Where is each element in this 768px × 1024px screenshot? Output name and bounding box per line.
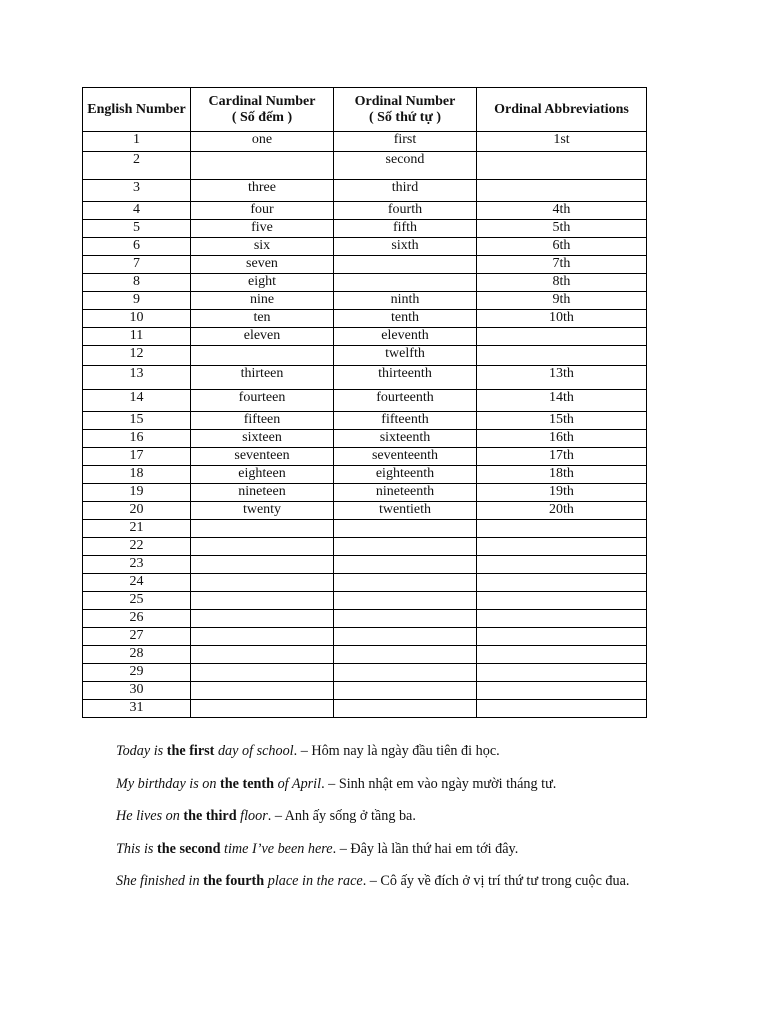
cell-cardinal-number: eight: [191, 274, 334, 292]
cell-ordinal-number: third: [334, 180, 477, 202]
table-row: [83, 366, 647, 390]
cell-ordinal-abbreviation: [477, 538, 647, 556]
table-row: [83, 520, 647, 538]
cell-ordinal-abbreviation: [477, 180, 647, 202]
cell-ordinal-abbreviation: [477, 700, 647, 718]
header-english-number-label: English Number: [87, 101, 186, 117]
cell-cardinal-number: [191, 628, 334, 646]
header-ordinal-abbreviations-label: Ordinal Abbreviations: [494, 101, 629, 117]
cell-ordinal-abbreviation: 1st: [477, 132, 647, 152]
header-ordinal-number: [334, 88, 477, 132]
table-row: [83, 390, 647, 412]
cell-ordinal-number: second: [334, 152, 477, 180]
cell-ordinal-number: nineteenth: [334, 484, 477, 502]
cell-english-number: 10: [83, 310, 191, 328]
cell-ordinal-abbreviation: [477, 328, 647, 346]
cell-english-number: 18: [83, 466, 191, 484]
cell-cardinal-number: one: [191, 132, 334, 152]
table-row: [83, 132, 647, 152]
table-row: [83, 682, 647, 700]
cell-ordinal-abbreviation: 17th: [477, 448, 647, 466]
cell-cardinal-number: eighteen: [191, 466, 334, 484]
cell-ordinal-abbreviation: [477, 646, 647, 664]
example-sentence: [116, 872, 736, 890]
cell-cardinal-number: [191, 574, 334, 592]
english-text: of April: [274, 775, 322, 792]
table-row: [83, 202, 647, 220]
table-row: [83, 310, 647, 328]
cell-cardinal-number: three: [191, 180, 334, 202]
cell-ordinal-number: fourteenth: [334, 390, 477, 412]
cell-ordinal-number: seventeenth: [334, 448, 477, 466]
cell-english-number: 27: [83, 628, 191, 646]
english-text: floor: [236, 808, 268, 824]
table-row: [83, 180, 647, 202]
table-row: [83, 220, 647, 238]
table-row: [83, 256, 647, 274]
header-ordinal-number-translation: ( Số thứ tự ): [368, 109, 442, 125]
cell-cardinal-number: sixteen: [191, 430, 334, 448]
cell-ordinal-number: fifth: [334, 220, 477, 238]
header-cardinal-number-label: Cardinal Number: [208, 93, 316, 109]
cell-cardinal-number: [191, 556, 334, 574]
cell-cardinal-number: nineteen: [191, 484, 334, 502]
cell-english-number: 12: [83, 346, 191, 366]
cell-english-number: 11: [83, 328, 191, 346]
cell-ordinal-number: twentieth: [334, 502, 477, 520]
cell-cardinal-number: ten: [191, 310, 334, 328]
table-row: [83, 448, 647, 466]
cell-english-number: 3: [83, 180, 191, 202]
cell-ordinal-abbreviation: [477, 520, 647, 538]
cell-english-number: 17: [83, 448, 191, 466]
cell-cardinal-number: thirteen: [191, 366, 334, 390]
cell-english-number: 22: [83, 538, 191, 556]
cell-ordinal-abbreviation: 5th: [477, 220, 647, 238]
cell-ordinal-abbreviation: 18th: [477, 466, 647, 484]
cell-english-number: 5: [83, 220, 191, 238]
cell-ordinal-number: eighteenth: [334, 466, 477, 484]
english-text: She finished in: [116, 873, 204, 889]
table-row: [83, 700, 647, 718]
cell-ordinal-number: [334, 700, 477, 718]
cell-ordinal-number: sixteenth: [334, 430, 477, 448]
english-text: My birthday is on: [116, 775, 221, 792]
ordinal-phrase: the third: [183, 808, 237, 824]
table-row: [83, 274, 647, 292]
cell-ordinal-number: [334, 592, 477, 610]
ordinal-phrase: the tenth: [220, 775, 275, 792]
cell-english-number: 30: [83, 682, 191, 700]
cell-cardinal-number: [191, 152, 334, 180]
cell-ordinal-number: [334, 520, 477, 538]
cell-cardinal-number: [191, 682, 334, 700]
header-cardinal-number-translation: ( Số đếm ): [231, 109, 293, 125]
cell-english-number: 19: [83, 484, 191, 502]
header-ordinal-number-label: Ordinal Number: [354, 93, 456, 109]
table-row: [83, 610, 647, 628]
vietnamese-translation: . – Anh ấy sống ở tầng ba.: [267, 808, 416, 824]
cell-cardinal-number: twenty: [191, 502, 334, 520]
english-text: Today is: [116, 743, 167, 759]
cell-ordinal-number: eleventh: [334, 328, 477, 346]
table-row: [83, 574, 647, 592]
cell-ordinal-abbreviation: [477, 346, 647, 366]
cell-english-number: 21: [83, 520, 191, 538]
cell-english-number: 1: [83, 132, 191, 152]
cell-ordinal-number: [334, 628, 477, 646]
example-sentence: [116, 742, 736, 760]
example-sentence: [116, 840, 736, 858]
vietnamese-translation: . – Hôm nay là ngày đầu tiên đi học.: [293, 743, 500, 759]
table-row: [83, 664, 647, 682]
ordinal-phrase: the second: [157, 840, 221, 857]
header-ordinal-abbreviations: [477, 88, 647, 132]
cell-english-number: 9: [83, 292, 191, 310]
cell-ordinal-abbreviation: [477, 682, 647, 700]
cell-english-number: 20: [83, 502, 191, 520]
table-header: [83, 88, 647, 132]
table-row: [83, 556, 647, 574]
cell-english-number: 28: [83, 646, 191, 664]
cell-ordinal-abbreviation: 4th: [477, 202, 647, 220]
cell-english-number: 24: [83, 574, 191, 592]
vietnamese-translation: . – Cô ấy về đích ở vị trí thứ tư trong cuộc đua.: [362, 873, 630, 889]
cell-ordinal-number: [334, 256, 477, 274]
cell-english-number: 25: [83, 592, 191, 610]
ordinal-phrase: the fourth: [203, 873, 265, 889]
cell-english-number: 16: [83, 430, 191, 448]
cell-ordinal-number: fourth: [334, 202, 477, 220]
cell-cardinal-number: [191, 700, 334, 718]
cell-ordinal-abbreviation: [477, 628, 647, 646]
cell-ordinal-number: [334, 682, 477, 700]
cell-english-number: 4: [83, 202, 191, 220]
example-sentences: [116, 742, 736, 905]
cell-cardinal-number: [191, 610, 334, 628]
cell-english-number: 2: [83, 152, 191, 180]
example-sentence: [116, 775, 736, 793]
cell-cardinal-number: four: [191, 202, 334, 220]
cell-english-number: 15: [83, 412, 191, 430]
table-row: [83, 502, 647, 520]
cell-cardinal-number: eleven: [191, 328, 334, 346]
cell-cardinal-number: fifteen: [191, 412, 334, 430]
cell-cardinal-number: seventeen: [191, 448, 334, 466]
header-cardinal-number: [191, 88, 334, 132]
cell-ordinal-abbreviation: [477, 610, 647, 628]
english-text: day of school: [214, 743, 294, 759]
cell-ordinal-number: first: [334, 132, 477, 152]
cell-cardinal-number: [191, 538, 334, 556]
table-row: [83, 238, 647, 256]
cell-english-number: 7: [83, 256, 191, 274]
cell-ordinal-number: [334, 574, 477, 592]
cell-cardinal-number: [191, 346, 334, 366]
english-text: place in the race: [264, 873, 363, 889]
cell-ordinal-abbreviation: 15th: [477, 412, 647, 430]
cell-english-number: 29: [83, 664, 191, 682]
cell-ordinal-abbreviation: 9th: [477, 292, 647, 310]
cell-cardinal-number: five: [191, 220, 334, 238]
cell-ordinal-number: [334, 646, 477, 664]
cell-ordinal-abbreviation: 6th: [477, 238, 647, 256]
table-body: [83, 132, 647, 718]
numbers-table: [82, 87, 647, 718]
cell-english-number: 14: [83, 390, 191, 412]
cell-cardinal-number: [191, 520, 334, 538]
table-row: [83, 466, 647, 484]
english-text: This is: [116, 840, 158, 857]
cell-english-number: 8: [83, 274, 191, 292]
cell-ordinal-number: thirteenth: [334, 366, 477, 390]
cell-cardinal-number: seven: [191, 256, 334, 274]
cell-ordinal-abbreviation: 10th: [477, 310, 647, 328]
cell-english-number: 6: [83, 238, 191, 256]
table-row: [83, 538, 647, 556]
cell-cardinal-number: fourteen: [191, 390, 334, 412]
cell-ordinal-abbreviation: 16th: [477, 430, 647, 448]
cell-ordinal-number: [334, 664, 477, 682]
cell-ordinal-abbreviation: 8th: [477, 274, 647, 292]
cell-english-number: 26: [83, 610, 191, 628]
table-row: [83, 412, 647, 430]
table-row: [83, 628, 647, 646]
table-row: [83, 430, 647, 448]
cell-ordinal-abbreviation: 13th: [477, 366, 647, 390]
vietnamese-translation: . – Sinh nhật em vào ngày mười tháng tư.: [321, 775, 557, 792]
cell-ordinal-number: [334, 610, 477, 628]
english-text: time I’ve been here: [220, 840, 333, 857]
cell-cardinal-number: six: [191, 238, 334, 256]
cell-english-number: 31: [83, 700, 191, 718]
cell-ordinal-number: [334, 556, 477, 574]
vietnamese-translation: . – Đây là lần thứ hai em tới đây.: [332, 840, 519, 857]
cell-ordinal-number: [334, 538, 477, 556]
cell-ordinal-abbreviation: [477, 574, 647, 592]
table-row: [83, 484, 647, 502]
cell-ordinal-number: tenth: [334, 310, 477, 328]
cell-ordinal-number: twelfth: [334, 346, 477, 366]
cell-ordinal-number: [334, 274, 477, 292]
example-sentence: [116, 807, 736, 825]
cell-cardinal-number: [191, 592, 334, 610]
cell-cardinal-number: [191, 646, 334, 664]
table-row: [83, 346, 647, 366]
cell-english-number: 23: [83, 556, 191, 574]
header-row: [83, 88, 647, 132]
cell-ordinal-abbreviation: 14th: [477, 390, 647, 412]
ordinal-phrase: the first: [166, 743, 215, 759]
cell-ordinal-abbreviation: [477, 664, 647, 682]
header-english-number: [83, 88, 191, 132]
cell-ordinal-abbreviation: [477, 592, 647, 610]
table-row: [83, 292, 647, 310]
cell-ordinal-number: sixth: [334, 238, 477, 256]
table-row: [83, 152, 647, 180]
cell-ordinal-number: ninth: [334, 292, 477, 310]
table-row: [83, 646, 647, 664]
english-text: He lives on: [116, 808, 184, 824]
cell-cardinal-number: nine: [191, 292, 334, 310]
cell-english-number: 13: [83, 366, 191, 390]
cell-ordinal-abbreviation: 7th: [477, 256, 647, 274]
table-row: [83, 328, 647, 346]
cell-ordinal-abbreviation: [477, 556, 647, 574]
cell-ordinal-abbreviation: 19th: [477, 484, 647, 502]
cell-cardinal-number: [191, 664, 334, 682]
table-row: [83, 592, 647, 610]
cell-ordinal-number: fifteenth: [334, 412, 477, 430]
cell-ordinal-abbreviation: 20th: [477, 502, 647, 520]
cell-ordinal-abbreviation: [477, 152, 647, 180]
